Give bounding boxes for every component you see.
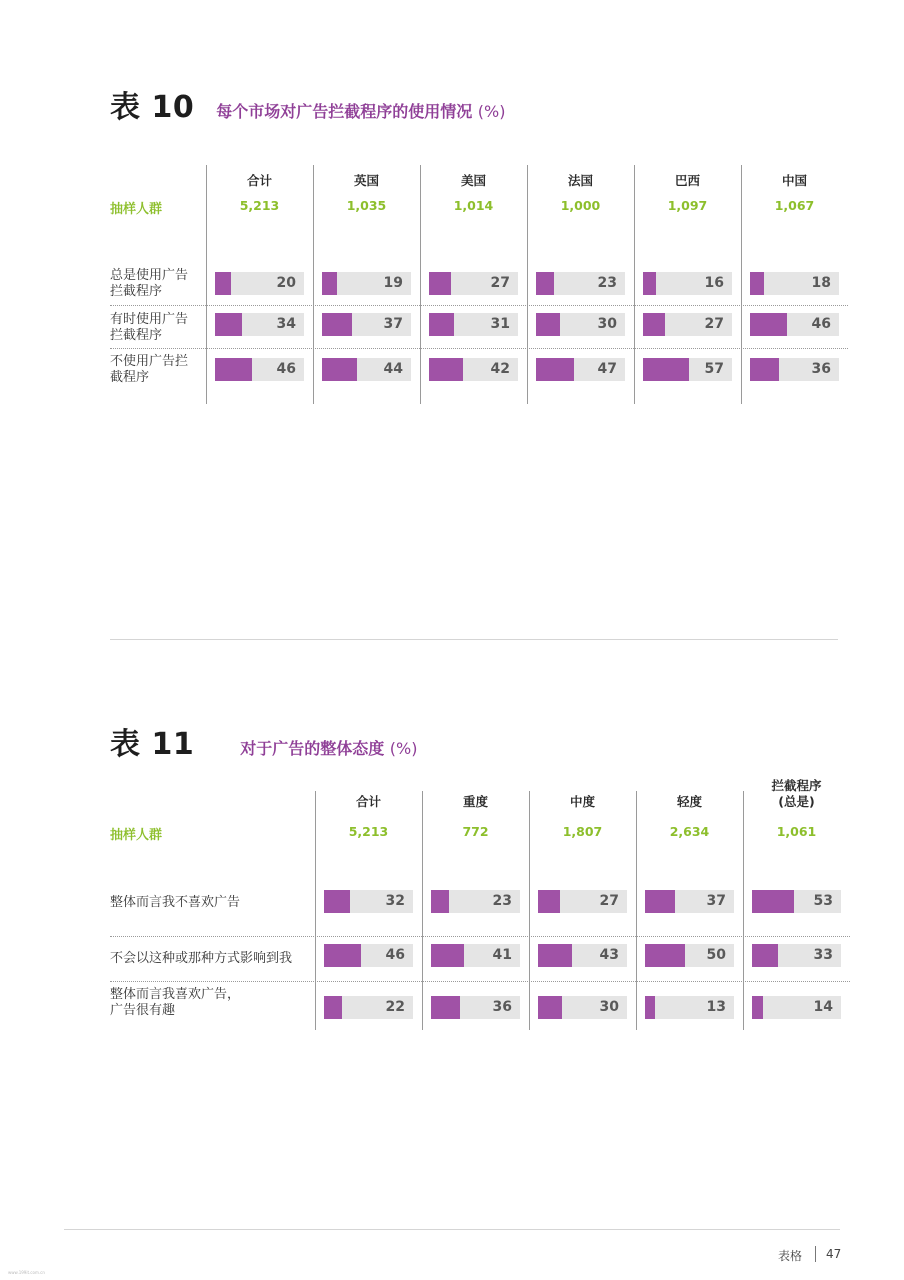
bar-cell bbox=[536, 313, 625, 336]
bar-fill bbox=[431, 944, 464, 967]
row-separator bbox=[110, 305, 848, 306]
bar-fill bbox=[752, 996, 763, 1019]
bar-fill bbox=[645, 944, 685, 967]
bar-cell bbox=[750, 272, 839, 295]
bar-fill bbox=[324, 890, 350, 913]
bar-fill bbox=[645, 996, 655, 1019]
bar-value: 19 bbox=[383, 275, 403, 291]
sample-size: 5,213 bbox=[348, 824, 389, 839]
table-10-title-text: 每个市场对广告拦截程序的使用情况 bbox=[216, 102, 473, 121]
bar-value: 41 bbox=[492, 947, 512, 963]
sample-size: 2,634 bbox=[669, 824, 710, 839]
bar-fill bbox=[750, 358, 779, 381]
column-header: 重度 bbox=[462, 794, 488, 809]
bar-cell bbox=[645, 996, 734, 1019]
bar-value: 43 bbox=[599, 947, 619, 963]
bar-fill bbox=[752, 944, 778, 967]
bar-cell bbox=[536, 272, 625, 295]
table-11-number: 表 11 bbox=[110, 727, 195, 762]
bar-cell bbox=[431, 944, 520, 967]
column-header: 合计 bbox=[246, 173, 272, 188]
bar-value: 46 bbox=[385, 947, 405, 963]
bar-fill bbox=[750, 272, 764, 295]
bar-cell bbox=[643, 358, 732, 381]
bar-cell bbox=[752, 944, 841, 967]
column-header: 拦截程序 (总是) bbox=[771, 778, 822, 809]
column-header: 美国 bbox=[460, 173, 486, 188]
bar-value: 18 bbox=[811, 275, 831, 291]
bar-fill bbox=[536, 358, 574, 381]
bar-fill bbox=[431, 996, 460, 1019]
bar-fill bbox=[429, 313, 454, 336]
sample-size: 1,067 bbox=[774, 198, 815, 213]
bar-fill bbox=[322, 272, 337, 295]
bar-cell bbox=[429, 358, 518, 381]
bar-cell bbox=[324, 996, 413, 1019]
row-label: 有时使用广告 拦截程序 bbox=[110, 312, 189, 343]
bar-value: 30 bbox=[597, 316, 617, 332]
row-label: 整体而言我喜欢广告， 广告很有趣 bbox=[110, 987, 241, 1018]
bar-fill bbox=[324, 996, 342, 1019]
bar-cell bbox=[538, 996, 627, 1019]
sample-size: 5,213 bbox=[239, 198, 280, 213]
bar-value: 14 bbox=[813, 999, 833, 1015]
bar-value: 32 bbox=[385, 893, 405, 909]
row-label: 整体而言我不喜欢广告 bbox=[110, 895, 241, 910]
bar-fill bbox=[322, 313, 352, 336]
sample-size: 1,061 bbox=[776, 824, 817, 839]
bar-fill bbox=[215, 272, 231, 295]
row-label: 不使用广告拦 截程序 bbox=[110, 354, 189, 385]
bar-cell bbox=[322, 272, 411, 295]
bar-fill bbox=[643, 272, 656, 295]
bar-fill bbox=[536, 272, 554, 295]
bar-fill bbox=[322, 358, 357, 381]
bar-value: 37 bbox=[706, 893, 726, 909]
bar-fill bbox=[538, 996, 562, 1019]
bar-fill bbox=[324, 944, 361, 967]
bar-value: 23 bbox=[492, 893, 512, 909]
bar-value: 37 bbox=[383, 316, 403, 332]
bar-value: 42 bbox=[490, 361, 510, 377]
page-number: 47 bbox=[826, 1247, 842, 1261]
row-label: 总是使用广告 拦截程序 bbox=[110, 268, 189, 299]
bar-fill bbox=[752, 890, 794, 913]
column-header: 巴西 bbox=[674, 173, 700, 188]
bar-fill bbox=[536, 313, 560, 336]
table-10-title bbox=[216, 99, 505, 122]
bar-value: 16 bbox=[704, 275, 724, 291]
bar-cell bbox=[643, 313, 732, 336]
table-10-heading bbox=[110, 82, 505, 126]
bar-value: 27 bbox=[599, 893, 619, 909]
column-header: 合计 bbox=[355, 794, 381, 809]
bar-fill bbox=[429, 272, 451, 295]
bar-value: 36 bbox=[492, 999, 512, 1015]
bar-cell bbox=[536, 358, 625, 381]
bar-fill bbox=[431, 890, 449, 913]
bar-fill bbox=[643, 313, 665, 336]
column-header: 轻度 bbox=[676, 794, 702, 809]
bar-value: 53 bbox=[813, 893, 833, 909]
bar-fill bbox=[538, 890, 560, 913]
bar-cell bbox=[322, 358, 411, 381]
bar-cell bbox=[324, 890, 413, 913]
sample-size: 1,014 bbox=[453, 198, 494, 213]
row-separator bbox=[110, 348, 848, 349]
bar-fill bbox=[645, 890, 675, 913]
bar-cell bbox=[645, 890, 734, 913]
bar-cell bbox=[215, 358, 304, 381]
table-11-title bbox=[240, 736, 417, 759]
bar-fill bbox=[215, 358, 252, 381]
bar-cell bbox=[538, 944, 627, 967]
sample-size: 1,000 bbox=[560, 198, 601, 213]
sample-size: 1,807 bbox=[562, 824, 603, 839]
bar-value: 33 bbox=[813, 947, 833, 963]
column-header: 英国 bbox=[353, 173, 379, 188]
table-11-title-text: 对于广告的整体态度 bbox=[240, 739, 385, 758]
bar-value: 23 bbox=[597, 275, 617, 291]
bar-value: 57 bbox=[704, 361, 724, 377]
sample-label: 抽样人群 bbox=[110, 202, 163, 217]
table-10-unit: (%) bbox=[477, 102, 506, 121]
bar-value: 20 bbox=[276, 275, 296, 291]
bar-value: 50 bbox=[706, 947, 726, 963]
table-11-unit: (%) bbox=[389, 739, 418, 758]
sample-size: 1,035 bbox=[346, 198, 387, 213]
sample-size: 772 bbox=[462, 824, 489, 839]
table-10-number: 表 10 bbox=[110, 90, 195, 125]
bar-fill bbox=[538, 944, 572, 967]
column-header: 中国 bbox=[781, 173, 807, 188]
section-divider bbox=[110, 639, 838, 640]
bar-cell bbox=[215, 313, 304, 336]
footer-section: 表格 bbox=[778, 1249, 803, 1263]
bar-fill bbox=[643, 358, 689, 381]
table-11-heading bbox=[110, 719, 417, 763]
column-header: 中度 bbox=[569, 794, 595, 809]
bar-value: 30 bbox=[599, 999, 619, 1015]
bar-value: 13 bbox=[706, 999, 726, 1015]
bar-fill bbox=[750, 313, 787, 336]
bar-value: 44 bbox=[383, 361, 403, 377]
sample-size: 1,097 bbox=[667, 198, 708, 213]
sample-label: 抽样人群 bbox=[110, 828, 163, 843]
bar-value: 46 bbox=[276, 361, 296, 377]
bar-cell bbox=[538, 890, 627, 913]
bar-fill bbox=[215, 313, 242, 336]
bar-cell bbox=[750, 358, 839, 381]
column-header: 法国 bbox=[567, 173, 593, 188]
row-separator bbox=[110, 936, 850, 937]
bar-cell bbox=[215, 272, 304, 295]
row-label: 不会以这种或那种方式影响到我 bbox=[110, 951, 293, 966]
watermark: www.199it.com.cn bbox=[8, 1270, 45, 1275]
row-separator bbox=[110, 981, 850, 982]
bar-cell bbox=[431, 890, 520, 913]
bar-cell bbox=[322, 313, 411, 336]
bar-value: 22 bbox=[385, 999, 405, 1015]
bar-value: 47 bbox=[597, 361, 617, 377]
bar-value: 46 bbox=[811, 316, 831, 332]
bar-cell bbox=[431, 996, 520, 1019]
bar-value: 36 bbox=[811, 361, 831, 377]
bar-value: 31 bbox=[490, 316, 510, 332]
bar-value: 27 bbox=[704, 316, 724, 332]
bar-value: 34 bbox=[276, 316, 296, 332]
bar-cell bbox=[752, 890, 841, 913]
bar-cell bbox=[429, 272, 518, 295]
bar-cell bbox=[645, 944, 734, 967]
bar-value: 27 bbox=[490, 275, 510, 291]
bar-cell bbox=[752, 996, 841, 1019]
bar-fill bbox=[429, 358, 463, 381]
bar-cell bbox=[750, 313, 839, 336]
bar-cell bbox=[324, 944, 413, 967]
footer-rule bbox=[64, 1229, 840, 1230]
footer-divider bbox=[815, 1246, 816, 1262]
bar-cell bbox=[429, 313, 518, 336]
bar-cell bbox=[643, 272, 732, 295]
